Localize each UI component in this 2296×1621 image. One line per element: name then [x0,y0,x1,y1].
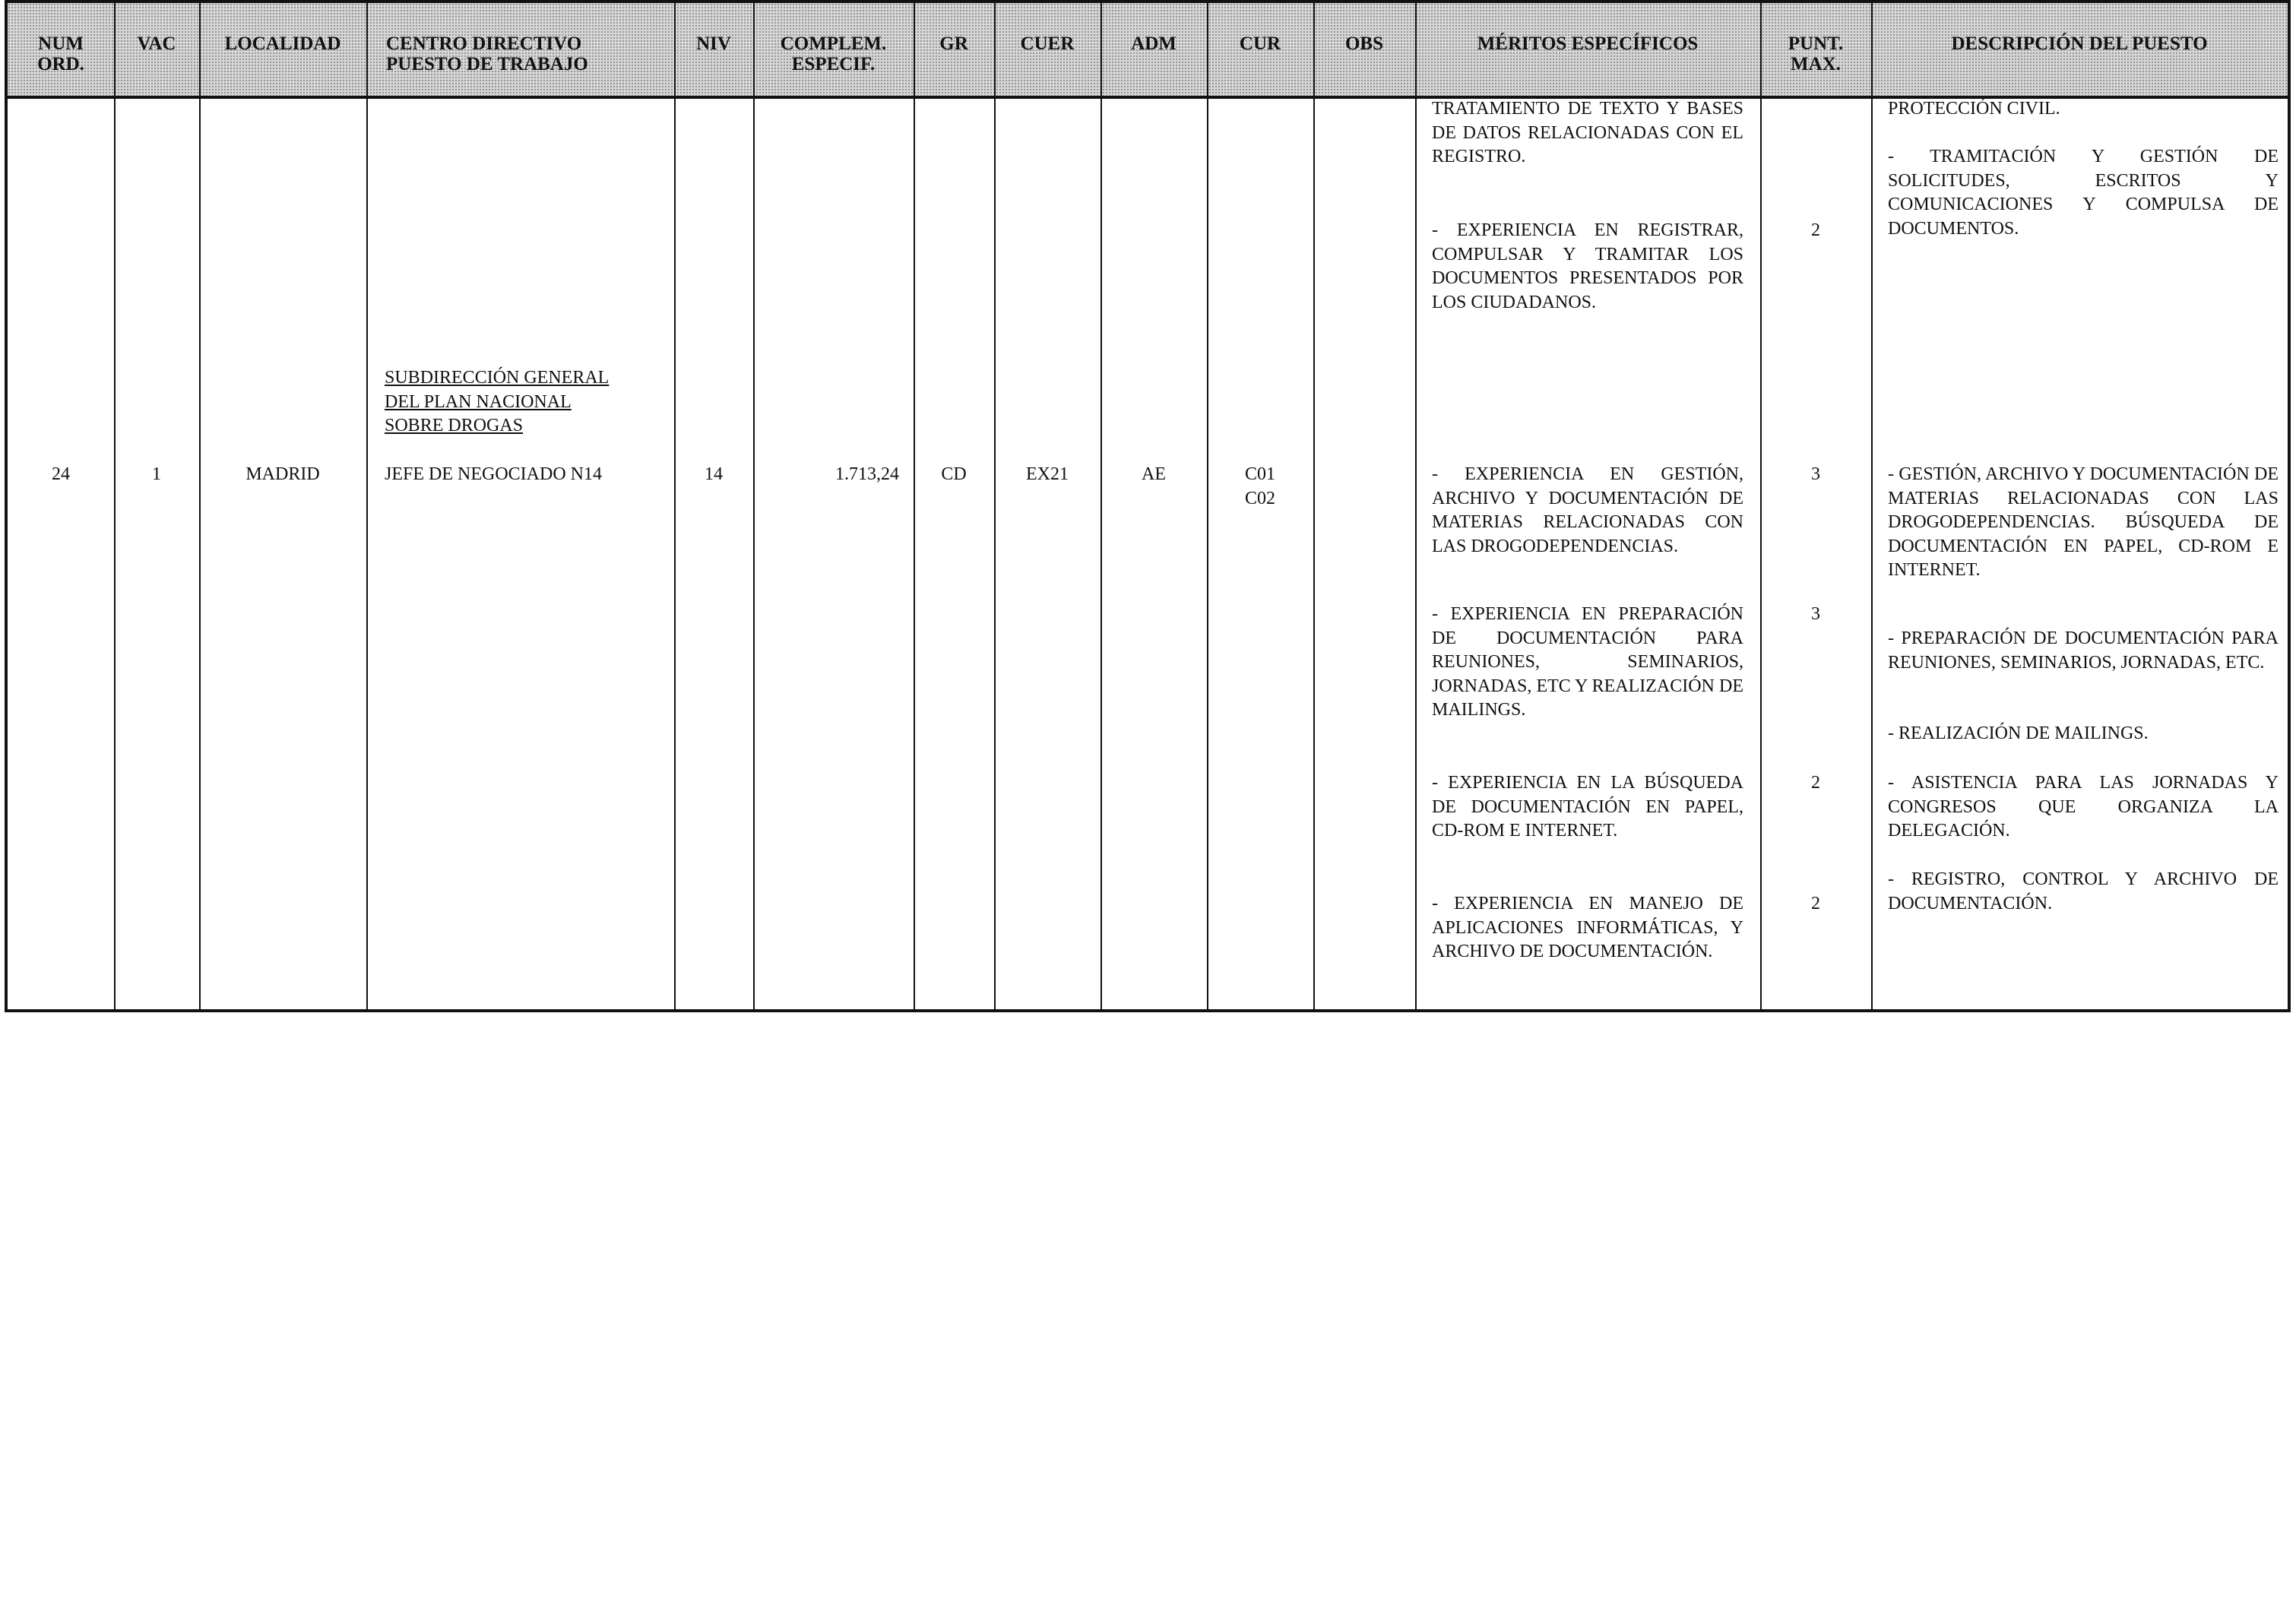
column-divider [366,3,368,1009]
punt-max-value: 2 [1811,894,1820,913]
merito-item: - EXPERIENCIA EN LA BÚSQUEDA DE DOCUMENTACIÓN EN PAPEL, CD-ROM E INTERNET. [1432,773,1743,841]
header-vac: VAC [137,33,176,54]
column-divider [1415,3,1417,1009]
punt-max-value: 3 [1811,464,1820,484]
header-gr: GR [939,33,968,54]
merito-item: - EXPERIENCIA EN PREPARACIÓN DE DOCUMENTACIÓN PARA REUNIONES, SEMINARIOS, JORNADAS, ETC Y REALIZACIÓN DE MAILINGS. [1432,604,1743,720]
header-niv: NIV [696,33,731,54]
cell-puesto: JEFE DE NEGOCIADO N14 [385,464,602,484]
merito-item: - EXPERIENCIA EN REGISTRAR, COMPULSAR Y TRAMITAR LOS DOCUMENTOS PRESENTADOS POR LOS CIUDADANOS. [1432,220,1743,312]
cell-niv: 14 [705,464,723,484]
cell-gr: CD [941,464,967,484]
punt-max-value: 3 [1811,604,1820,624]
cell-num-ord: 24 [52,464,70,484]
cell-adm: AE [1142,464,1166,484]
descripcion-item: - ASISTENCIA PARA LAS JORNADAS Y CONGRESOS QUE ORGANIZA LA DELEGACIÓN. [1888,773,2279,841]
merito-item: - EXPERIENCIA EN MANEJO DE APLICACIONES INFORMÁTICAS, Y ARCHIVO DE DOCUMENTACIÓN. [1432,894,1743,961]
cell-vac: 1 [152,464,161,484]
descripcion-item: - GESTIÓN, ARCHIVO Y DOCUMENTACIÓN DE MATERIAS RELACIONADAS CON LAS DROGODEPENDENCIAS. BÚSQUEDA DE DOCUMENTACIÓN EN PAPEL, CD-ROM E INTERNET. [1888,464,2279,580]
column-divider [1313,3,1315,1009]
cell-cuer: EX21 [1026,464,1069,484]
column-divider [674,3,676,1009]
header-localidad: LOCALIDAD [224,33,341,54]
column-divider [753,3,755,1009]
header-meritos: MÉRITOS ESPECÍFICOS [1477,33,1699,54]
merito-item: TRATAMIENTO DE TEXTO Y BASES DE DATOS RELACIONADAS CON EL REGISTRO. [1432,99,1743,166]
punt-max-value: 2 [1811,773,1820,793]
column-divider [1760,3,1762,1009]
header-punt-max: PUNT. MAX. [1788,33,1844,74]
table-header [8,3,2288,99]
descripcion-item: PROTECCIÓN CIVIL. [1888,99,2060,119]
header-descripcion: DESCRIPCIÓN DEL PUESTO [1951,33,2208,54]
cell-complem: 1.713,24 [835,464,899,484]
column-divider [1100,3,1102,1009]
cell-centro-directivo: SUBDIRECCIÓN GENERAL DEL PLAN NACIONAL SOBRE DROGAS [385,368,610,435]
descripcion-item: - REALIZACIÓN DE MAILINGS. [1888,723,2149,743]
descripcion-item: - REGISTRO, CONTROL Y ARCHIVO DE DOCUMENTACIÓN. [1888,869,2279,913]
header-adm: ADM [1131,33,1177,54]
header-cur: CUR [1239,33,1281,54]
cell-localidad: MADRID [245,464,320,484]
column-divider [914,3,915,1009]
descripcion-item: - PREPARACIÓN DE DOCUMENTACIÓN PARA REUNIONES, SEMINARIOS, JORNADAS, ETC. [1888,628,2279,673]
column-divider [1871,3,1873,1009]
header-cuer: CUER [1020,33,1075,54]
column-divider [114,3,116,1009]
merito-item: - EXPERIENCIA EN GESTIÓN, ARCHIVO Y DOCUMENTACIÓN DE MATERIAS RELACIONADAS CON LAS DROGODEPENDENCIAS. [1432,464,1743,556]
header-complem: COMPLEM. ESPECIF. [780,33,887,74]
descripcion-item: - TRAMITACIÓN Y GESTIÓN DE SOLICITUDES, ESCRITOS Y COMUNICACIONES Y COMPULSA DE DOCUMENTOS. [1888,147,2279,239]
header-obs: OBS [1344,33,1384,54]
header-centro-directivo: CENTRO DIRECTIVO PUESTO DE TRABAJO [386,33,588,74]
punt-max-value: 2 [1811,220,1820,240]
cell-cur: C01 C02 [1244,464,1275,508]
column-divider [994,3,996,1009]
column-divider [199,3,201,1009]
job-table [5,0,2291,1012]
header-num-ord: NUM ORD. [37,33,84,74]
